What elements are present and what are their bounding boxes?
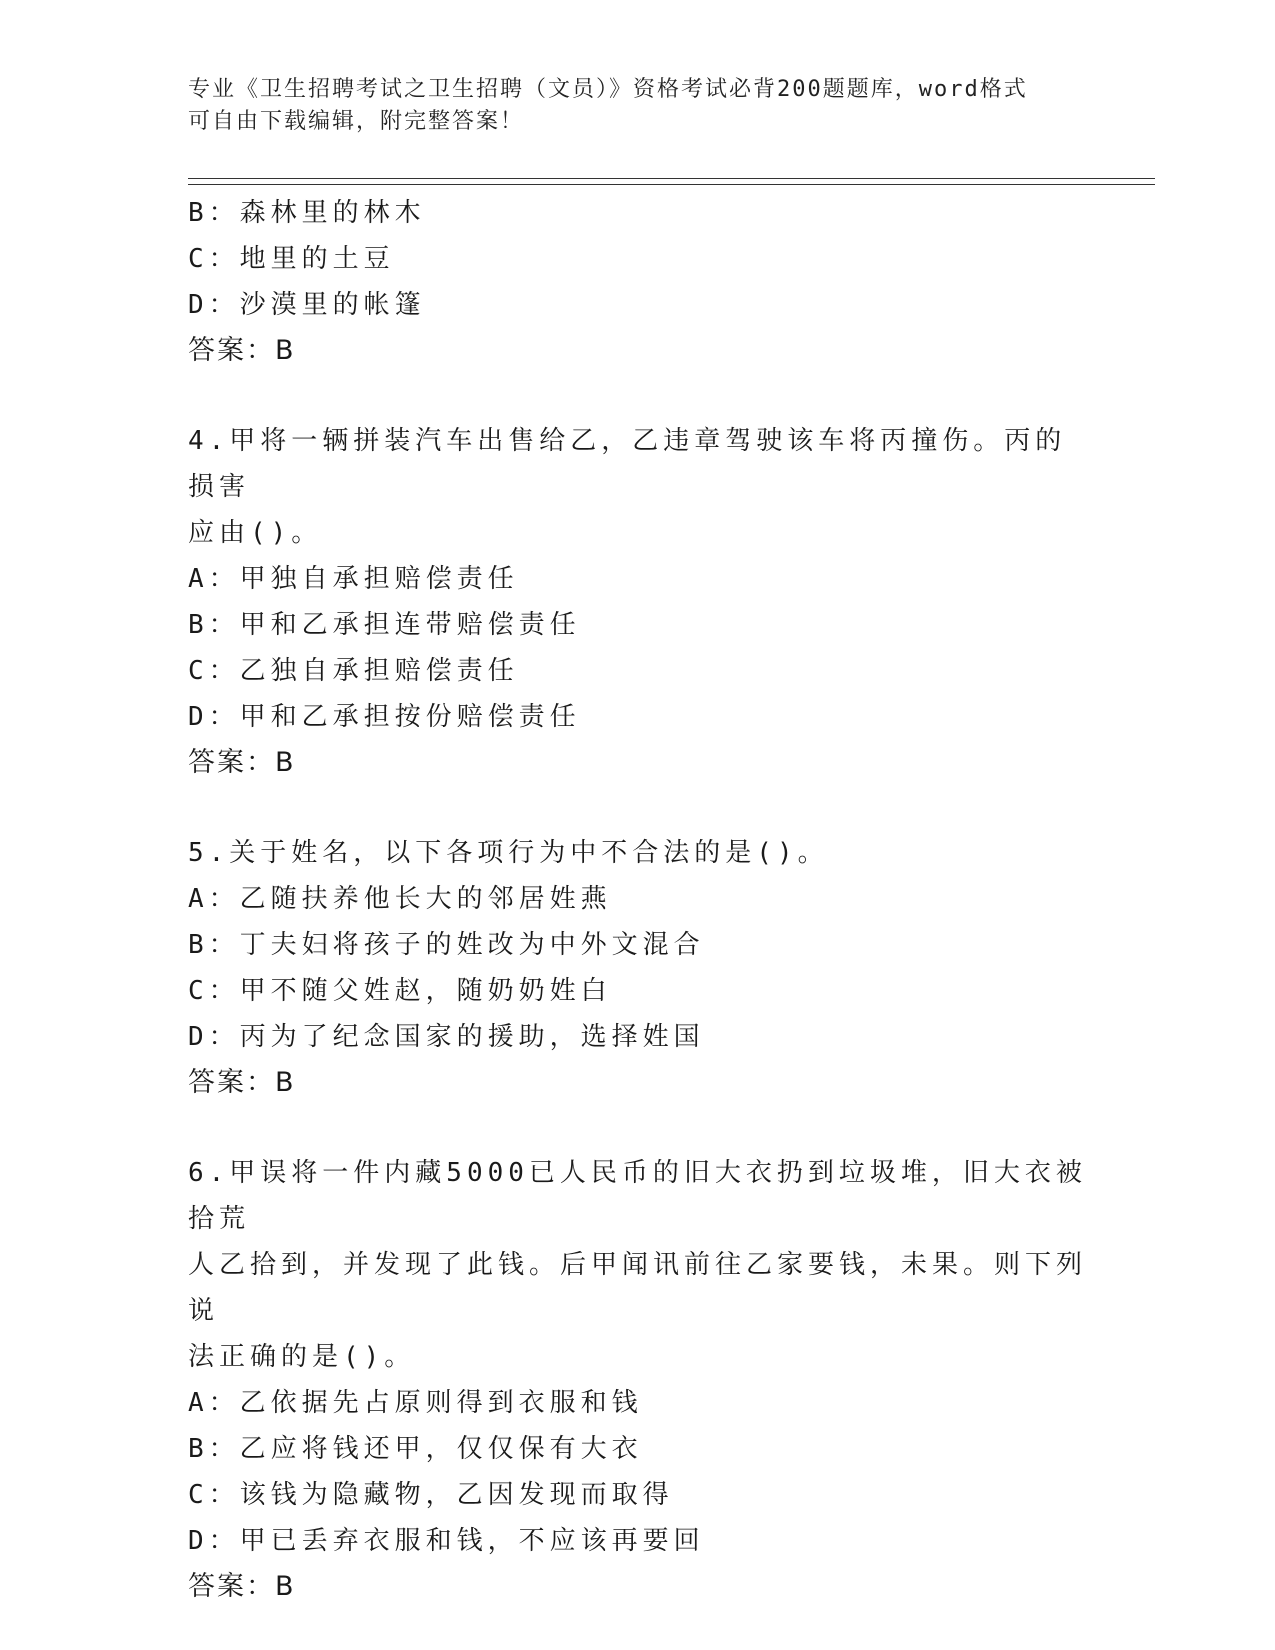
header-divider <box>188 178 1155 185</box>
answer: 答案：B <box>188 1067 296 1098</box>
option-a: A：甲独自承担赔偿责任 <box>188 564 519 594</box>
option-b: B：乙应将钱还甲，仅仅保有大衣 <box>188 1434 643 1464</box>
option-b: B：森林里的林木 <box>188 198 426 228</box>
spacer <box>188 786 1088 830</box>
question-stem-line: 法正确的是()。 <box>188 1342 416 1372</box>
question-3 <box>188 190 1088 374</box>
header-title-line-2: 可自由下载编辑，附完整答案！ <box>188 109 525 134</box>
question-stem-line: 人乙拾到，并发现了此钱。后甲闻讯前往乙家要钱，未果。则下列说 <box>188 1250 1088 1326</box>
question-stem-line: 应由()。 <box>188 518 323 548</box>
option-a: A：乙随扶养他长大的邻居姓燕 <box>188 884 612 914</box>
answer: 答案：B <box>188 335 296 366</box>
answer: 答案：B <box>188 747 296 778</box>
spacer <box>188 1106 1088 1150</box>
question-stem-line: 4.甲将一辆拼装汽车出售给乙，乙违章驾驶该车将丙撞伤。丙的损害 <box>188 426 1067 502</box>
option-a: A：乙依据先占原则得到衣服和钱 <box>188 1388 643 1418</box>
answer: 答案：B <box>188 1571 296 1602</box>
option-c: C：乙独自承担赔偿责任 <box>188 656 519 686</box>
option-b: B：丁夫妇将孩子的姓改为中外文混合 <box>188 930 705 960</box>
question-6 <box>188 1150 1088 1610</box>
option-c: C：地里的土豆 <box>188 244 395 274</box>
question-4 <box>188 418 1088 786</box>
option-d: D：丙为了纪念国家的援助，选择姓国 <box>188 1022 705 1052</box>
spacer <box>188 374 1088 418</box>
option-d: D：甲已丢弃衣服和钱，不应该再要回 <box>188 1526 705 1556</box>
header-title-line-1: 专业《卫生招聘考试之卫生招聘（文员）》资格考试必背200题题库，word格式 <box>188 77 1028 102</box>
option-d: D：沙漠里的帐篷 <box>188 290 426 320</box>
document-header <box>188 74 1068 138</box>
question-5 <box>188 830 1088 1106</box>
question-stem-line: 5.关于姓名，以下各项行为中不合法的是()。 <box>188 838 829 868</box>
option-c: C：甲不随父姓赵，随奶奶姓白 <box>188 976 612 1006</box>
option-b: B：甲和乙承担连带赔偿责任 <box>188 610 581 640</box>
option-d: D：甲和乙承担按份赔偿责任 <box>188 702 581 732</box>
question-list <box>188 190 1088 1610</box>
option-c: C：该钱为隐藏物，乙因发现而取得 <box>188 1480 674 1510</box>
question-stem-line: 6.甲误将一件内藏5000已人民币的旧大衣扔到垃圾堆，旧大衣被拾荒 <box>188 1158 1087 1234</box>
